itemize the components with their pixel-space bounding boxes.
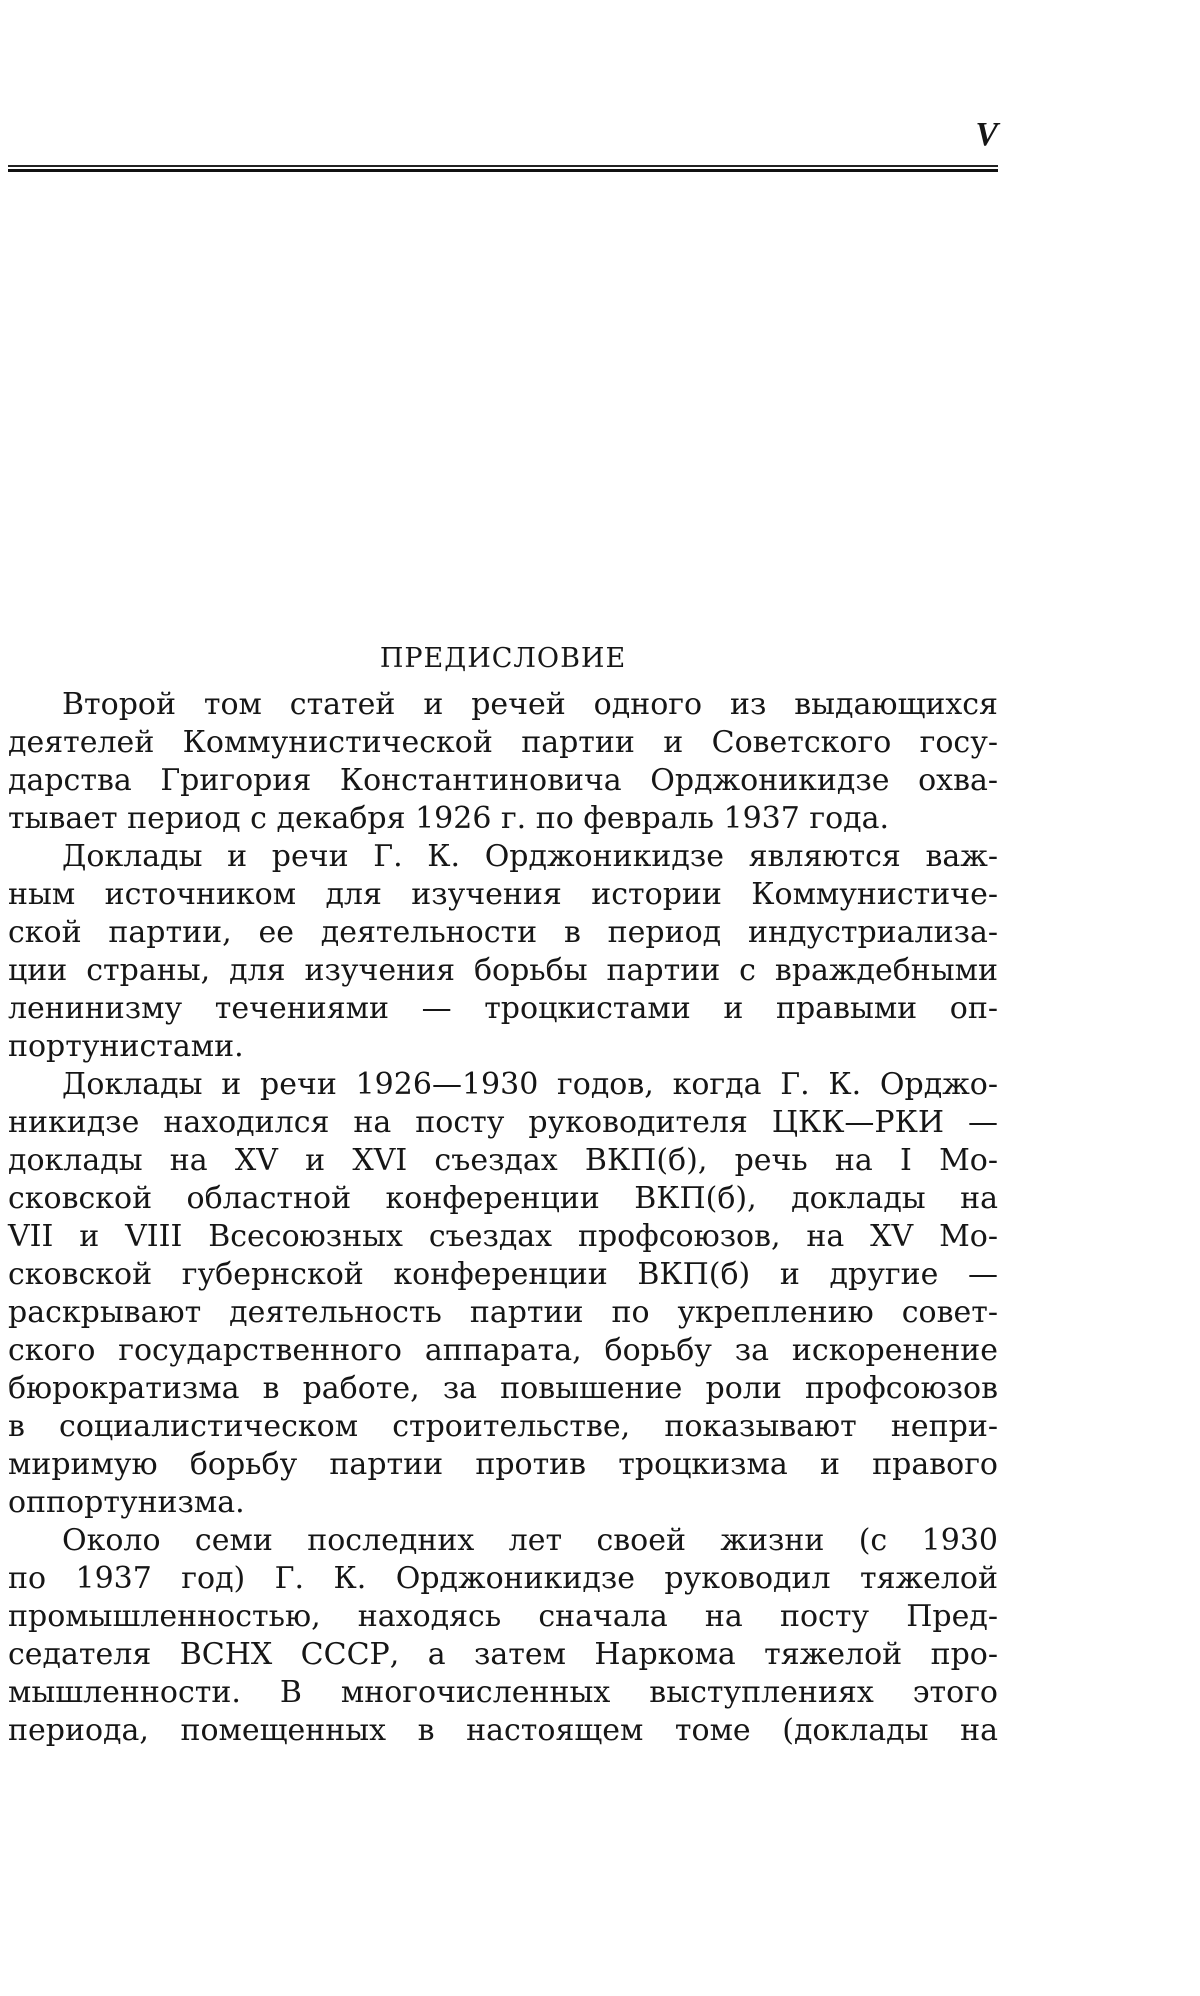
text-line: доклады на XV и XVI съездах ВКП(б), речь на I Мо- (8, 1143, 998, 1178)
text-line: по 1937 год) Г. К. Орджоникидзе руководил тяжелой (8, 1561, 998, 1596)
text-line: ской партии, ее деятельности в период индустриализа- (8, 915, 998, 950)
text-line: седателя ВСНХ СССР, а затем Наркома тяжелой про- (8, 1637, 998, 1672)
text-line: ленинизму течениями — троцкистами и правыми оп- (8, 991, 998, 1026)
text-line: сковской губернской конференции ВКП(б) и другие — (8, 1257, 998, 1292)
preface-section (8, 640, 998, 1750)
header-rule-thick (8, 169, 998, 172)
text-line: VII и VIII Всесоюзных съездах профсоюзов, на XV Мо- (8, 1219, 998, 1254)
text-line: периода, помещенных в настоящем томе (доклады на (8, 1713, 998, 1748)
text-line: ского государственного аппарата, борьбу за искоренение (8, 1333, 998, 1368)
paragraph-4 (8, 1522, 998, 1750)
text-line: промышленностью, находясь сначала на посту Пред- (8, 1599, 998, 1634)
text-line: дарства Григория Константиновича Орджоникидзе охва- (8, 763, 998, 798)
text-line: раскрывают деятельность партии по укреплению совет- (8, 1295, 998, 1330)
text-line: в социалистическом строительстве, показывают непри- (8, 1409, 998, 1444)
text-line: миримую борьбу партии против троцкизма и правого (8, 1447, 998, 1482)
text-line: мышленности. В многочисленных выступлениях этого (8, 1675, 998, 1710)
paragraph-1 (8, 686, 998, 838)
text-line: Второй том статей и речей одного из выдающихся (62, 687, 998, 722)
preface-title: ПРЕДИСЛОВИЕ (379, 643, 627, 674)
text-line: тывает период с декабря 1926 г. по февраль 1937 года. (8, 801, 890, 836)
text-line: деятелей Коммунистической партии и Советского госу- (8, 725, 998, 760)
text-line: Около семи последних лет своей жизни (с 1930 (62, 1523, 998, 1558)
text-line: оппортунизма. (8, 1485, 245, 1520)
header-double-rule (8, 165, 998, 173)
text-line: Доклады и речи Г. К. Орджоникидзе являются важ- (62, 839, 998, 874)
text-line: ным источником для изучения истории Коммунистиче- (8, 877, 998, 912)
paragraph-3 (8, 1066, 998, 1522)
page-number: V (975, 116, 998, 153)
header-rule-thin (8, 165, 998, 167)
text-line: ции страны, для изучения борьбы партии с враждебными (8, 953, 998, 988)
text-line: никидзе находился на посту руководителя ЦКК—РКИ — (8, 1105, 998, 1140)
text-line: портунистами. (8, 1029, 244, 1064)
paragraph-2 (8, 838, 998, 1066)
text-line: сковской областной конференции ВКП(б), доклады на (8, 1181, 998, 1216)
text-line: Доклады и речи 1926—1930 годов, когда Г. К. Орджо- (62, 1067, 998, 1102)
text-line: бюрократизма в работе, за повышение роли профсоюзов (8, 1371, 998, 1406)
